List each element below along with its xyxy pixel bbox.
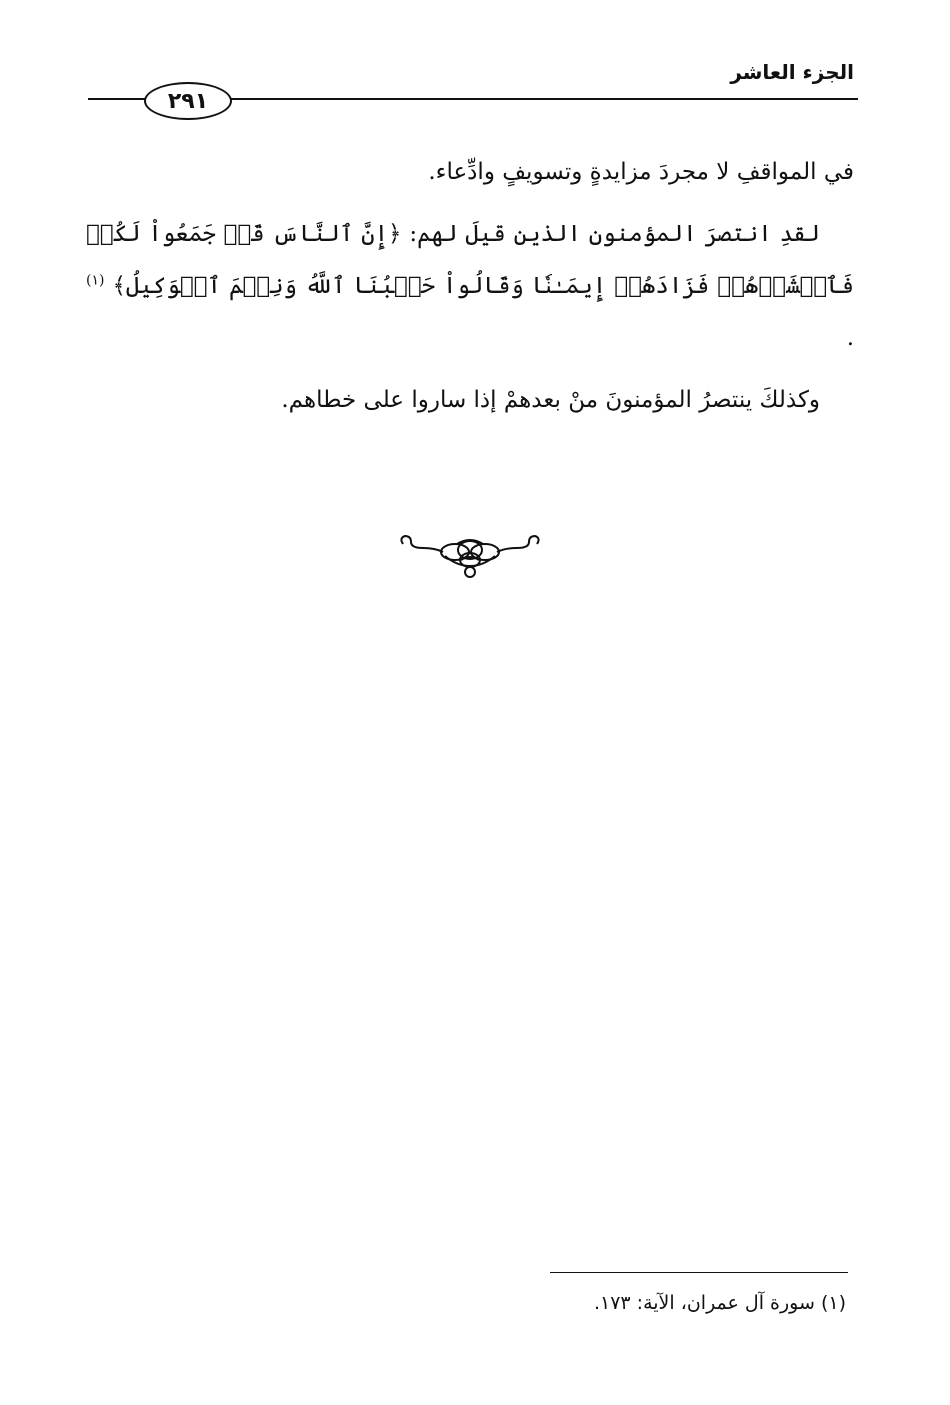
- quran-quote: ﴿إِنَّ ٱلنَّاسَ قَدۡ جَمَعُواْ لَكُمۡ فَٱخۡشَوۡهُمۡ فَزَادَهُمۡ إِيمَـٰنٗا وَقَالُواْ حَسۡبُنَا ٱللَّهُ وَنِعۡمَ ٱلۡوَكِيلُ﴾: [86, 221, 854, 299]
- running-title: الجزء العاشر: [730, 60, 854, 84]
- paragraph-2: [86, 208, 854, 364]
- paragraph-2-intro: لقدِ انتصرَ المؤمنون الذين قيلَ لهم:: [401, 221, 821, 247]
- footnote-reference[interactable]: (١): [86, 272, 105, 289]
- main-text: [86, 146, 854, 436]
- paragraph-2-end: .: [846, 325, 854, 351]
- footnote-1: (١) سورة آل عمران، الآية: ١٧٣.: [593, 1292, 846, 1314]
- footnote-rule: [550, 1272, 848, 1273]
- paragraph-3: وكذلكَ ينتصرُ المؤمنونَ منْ بعدهمْ إذا ساروا على خطاهم.: [281, 387, 820, 413]
- page-number: ٢٩١: [144, 82, 232, 120]
- knot-ornament-icon: [395, 530, 545, 590]
- paragraph-1: في المواقفِ لا مجردَ مزايدةٍ وتسويفٍ وادِّعاء.: [428, 159, 854, 185]
